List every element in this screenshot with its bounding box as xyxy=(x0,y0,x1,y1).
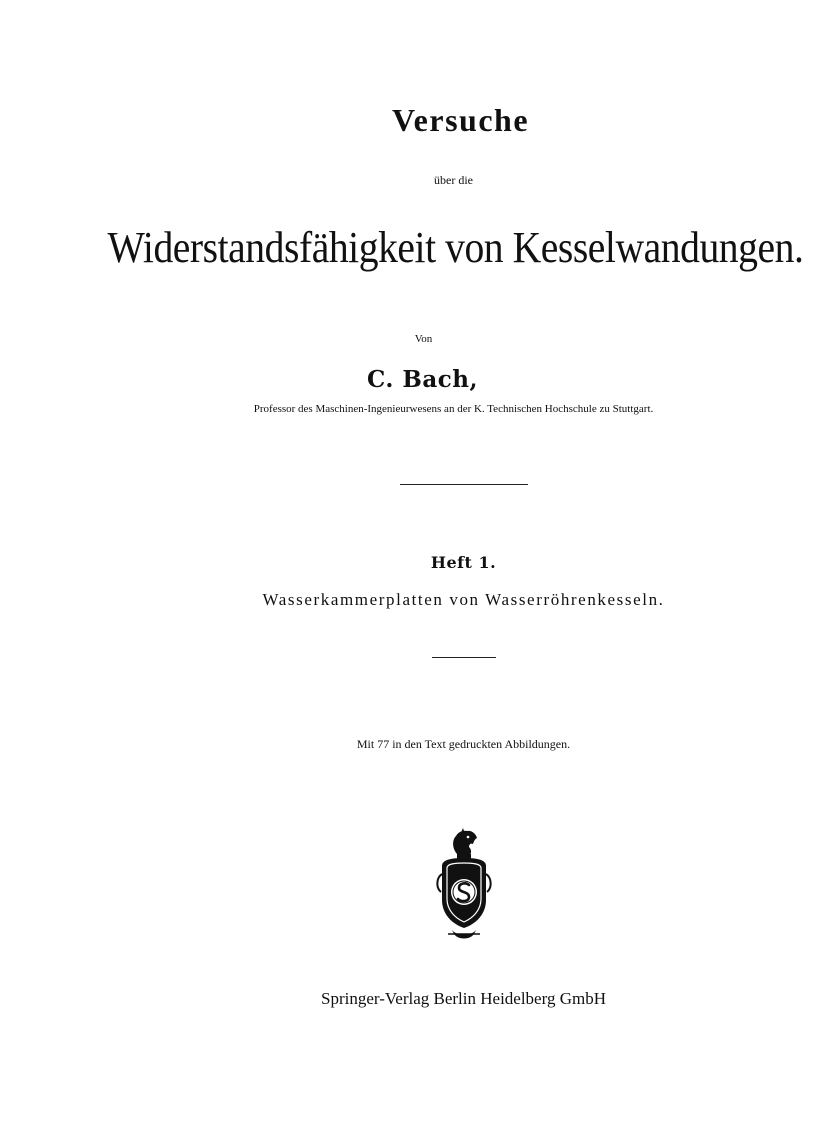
by-label: Von xyxy=(414,333,433,345)
main-title: Widerstandsfähigkeit von Kesselwandungen. xyxy=(107,223,804,272)
author-affiliation: Professor des Maschinen-Ingenieurwesens an der K. Technischen Hochschule zu Stuttgart. xyxy=(253,403,654,415)
publisher-name: Springer-Verlag Berlin Heidelberg GmbH xyxy=(321,989,606,1008)
author-name: C. Bach, xyxy=(367,366,478,393)
issue-label: Heft 1. xyxy=(430,553,497,572)
springer-knight-emblem-icon xyxy=(430,826,498,942)
book-title: Versuche xyxy=(391,102,530,138)
divider-rule-bottom xyxy=(432,657,496,658)
illustrations-note: Mit 77 in den Text gedruckten Abbildungen. xyxy=(356,737,571,751)
title-connector: über die xyxy=(434,173,473,187)
divider-rule-top xyxy=(400,484,528,485)
subtitle: Wasserkammerplatten von Wasserröhrenkesseln. xyxy=(262,590,665,609)
